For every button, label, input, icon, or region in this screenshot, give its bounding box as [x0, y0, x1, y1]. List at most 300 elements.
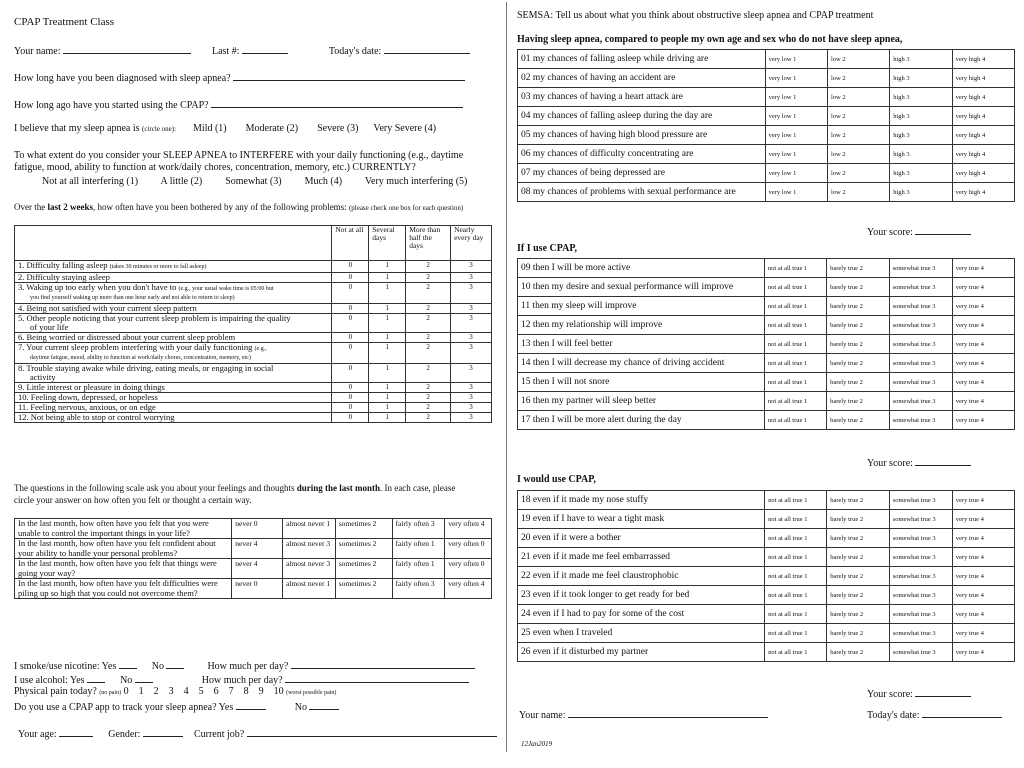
- section3-option[interactable]: somewhat true 3: [889, 567, 952, 586]
- phq-row: [15, 314, 492, 333]
- phq-table: [14, 225, 492, 423]
- phq-header-several: Several days: [369, 226, 406, 261]
- phq-row: [15, 403, 492, 413]
- pss-option[interactable]: almost never 1: [282, 579, 335, 599]
- phq-score-cell[interactable]: 2: [406, 403, 451, 413]
- smoke-yes-field[interactable]: [119, 658, 137, 669]
- started-question: How long ago have you started using the CPAP?: [14, 100, 209, 111]
- section1-item: 05 my chances of having high blood pressure are: [518, 126, 766, 145]
- section1-option[interactable]: high 3: [890, 50, 952, 69]
- phq-score-cell[interactable]: 3: [451, 364, 492, 383]
- phq-score-cell[interactable]: 1: [369, 403, 406, 413]
- alcohol-row: [14, 672, 469, 686]
- last-label: Last #:: [211, 46, 240, 57]
- section2-item: 15 then I will not snore: [518, 373, 765, 392]
- section3-option[interactable]: barely true 2: [827, 510, 889, 529]
- section3-item: 19 even if I have to wear a tight mask: [518, 510, 765, 529]
- section3-item: 24 even if I had to pay for some of the cost: [518, 605, 765, 624]
- phq-score-cell[interactable]: 2: [406, 383, 451, 393]
- section2-option[interactable]: very true 4: [952, 392, 1014, 411]
- section1-option[interactable]: very high 4: [952, 88, 1014, 107]
- smoke-no-label: No: [151, 661, 164, 672]
- interfere-opt-4[interactable]: Much (4): [304, 176, 343, 187]
- section2-option[interactable]: barely true 2: [827, 316, 890, 335]
- section2-option[interactable]: barely true 2: [827, 335, 890, 354]
- severity-severe[interactable]: Severe (3): [317, 123, 359, 134]
- section3-option[interactable]: somewhat true 3: [889, 586, 952, 605]
- section1-option[interactable]: very high 4: [952, 145, 1014, 164]
- section2-item: 10 then my desire and sexual performance will improve: [518, 278, 765, 297]
- phq-score-cell[interactable]: 2: [406, 413, 451, 423]
- section2-option[interactable]: somewhat true 3: [889, 411, 952, 430]
- pss-question: In the last month, how often have you felt that you were unable to control the important things in your life?: [15, 519, 232, 539]
- phq-score-cell[interactable]: 2: [406, 304, 451, 314]
- pss-option[interactable]: sometimes 2: [335, 539, 392, 559]
- section2-row: [518, 316, 1015, 335]
- pss-option[interactable]: sometimes 2: [335, 579, 392, 599]
- section2-option[interactable]: barely true 2: [827, 259, 890, 278]
- section2-option[interactable]: barely true 2: [827, 297, 890, 316]
- section1-row: [518, 164, 1015, 183]
- pss-option[interactable]: sometimes 2: [335, 559, 392, 579]
- phq-score-cell[interactable]: 3: [451, 403, 492, 413]
- section3-option[interactable]: not at all true 1: [765, 624, 827, 643]
- pss-intro-2: circle your answer on how often you felt or thought a certain way.: [14, 495, 252, 505]
- section3-option[interactable]: very true 4: [952, 529, 1014, 548]
- phq-score-cell[interactable]: 2: [406, 314, 451, 333]
- section3-option[interactable]: somewhat true 3: [889, 624, 952, 643]
- section3-option[interactable]: not at all true 1: [765, 586, 827, 605]
- smoke-how-much-label: How much per day?: [207, 661, 289, 672]
- section3-row: [518, 510, 1015, 529]
- section3-option[interactable]: somewhat true 3: [889, 491, 952, 510]
- section3-option[interactable]: very true 4: [952, 491, 1014, 510]
- section1-title: Having sleep apnea, compared to people my own age and sex who do not have sleep apnea,: [517, 34, 903, 45]
- section2-score-label: Your score:: [867, 458, 913, 469]
- app-no-label: No: [294, 702, 307, 713]
- section3-option[interactable]: barely true 2: [827, 605, 889, 624]
- alcohol-how-much-field[interactable]: [285, 672, 469, 683]
- section3-option[interactable]: somewhat true 3: [889, 529, 952, 548]
- phq-score-cell[interactable]: 2: [406, 364, 451, 383]
- section3-option[interactable]: barely true 2: [827, 624, 889, 643]
- section1-option[interactable]: very low 1: [765, 50, 827, 69]
- section2-option[interactable]: barely true 2: [827, 373, 890, 392]
- section2-option[interactable]: not at all true 1: [764, 411, 826, 430]
- section1-option[interactable]: high 3: [890, 88, 952, 107]
- phq-score-cell[interactable]: 0: [332, 383, 369, 393]
- section2-option[interactable]: very true 4: [952, 411, 1014, 430]
- section1-row: [518, 183, 1015, 202]
- section3-option[interactable]: somewhat true 3: [889, 605, 952, 624]
- section3-option[interactable]: very true 4: [952, 605, 1014, 624]
- section3-option[interactable]: not at all true 1: [765, 510, 827, 529]
- phq-score-cell[interactable]: 1: [369, 304, 406, 314]
- section3-option[interactable]: not at all true 1: [765, 548, 827, 567]
- section2-option[interactable]: very true 4: [952, 278, 1014, 297]
- phq-question-text: 8. Trouble staying awake while driving, eating meals, or engaging in social: [18, 363, 274, 373]
- section1-option[interactable]: high 3: [890, 107, 952, 126]
- section2-row: [518, 278, 1015, 297]
- section2-option[interactable]: very true 4: [952, 259, 1014, 278]
- phq-question: [15, 364, 332, 383]
- phq-row: [15, 364, 492, 383]
- pss-option[interactable]: never 4: [232, 559, 283, 579]
- phq-question: [15, 393, 332, 403]
- section2-option[interactable]: not at all true 1: [764, 335, 826, 354]
- phq-score-cell[interactable]: 2: [406, 261, 451, 273]
- section1-option[interactable]: very low 1: [765, 145, 827, 164]
- pain-worst-label: (worst possible pain): [286, 690, 337, 696]
- phq-row: [15, 273, 492, 283]
- section3-option[interactable]: not at all true 1: [765, 567, 827, 586]
- phq-score-cell[interactable]: 0: [332, 393, 369, 403]
- pss-table: [14, 518, 492, 599]
- phq-score-cell[interactable]: 1: [369, 273, 406, 283]
- section2-option[interactable]: barely true 2: [827, 411, 890, 430]
- section2-option[interactable]: very true 4: [952, 316, 1014, 335]
- phq-question: [15, 413, 332, 423]
- phq-score-cell[interactable]: 0: [332, 333, 369, 343]
- age-label: Your age:: [18, 729, 57, 740]
- phq-score-cell[interactable]: 2: [406, 343, 451, 364]
- section2-option[interactable]: very true 4: [952, 373, 1014, 392]
- pss-option[interactable]: fairly often 1: [392, 539, 445, 559]
- section2-item: 16 then my partner will sleep better: [518, 392, 765, 411]
- section3-item: 21 even if it made me feel embarrassed: [518, 548, 765, 567]
- section3-option[interactable]: very true 4: [952, 548, 1014, 567]
- diagnosed-field[interactable]: [233, 70, 465, 81]
- phq-score-cell[interactable]: 1: [369, 283, 406, 304]
- section1-option[interactable]: high 3: [890, 183, 952, 202]
- phq-question: [15, 314, 332, 333]
- section1-option[interactable]: low 2: [827, 107, 889, 126]
- pss-option[interactable]: sometimes 2: [335, 519, 392, 539]
- section1-option[interactable]: very high 4: [952, 107, 1014, 126]
- section2-row: [518, 373, 1015, 392]
- phq-score-cell[interactable]: 3: [451, 283, 492, 304]
- section3-option[interactable]: barely true 2: [827, 567, 889, 586]
- pss-option[interactable]: fairly often 1: [392, 559, 445, 579]
- phq-question-text: 2. Difficulty staying asleep: [18, 272, 110, 282]
- phq-question-text: 4. Being not satisfied with your current sleep pattern: [18, 303, 197, 313]
- section2-option[interactable]: not at all true 1: [764, 373, 826, 392]
- phq-score-cell[interactable]: 2: [406, 333, 451, 343]
- age-field[interactable]: [59, 726, 93, 737]
- phq-question-text: 11. Feeling nervous, anxious, or on edge: [18, 402, 156, 412]
- smoke-row: [14, 658, 475, 672]
- alcohol-label: I use alcohol: Yes: [14, 675, 85, 686]
- section1-option[interactable]: very high 4: [952, 69, 1014, 88]
- section2-option[interactable]: not at all true 1: [764, 316, 826, 335]
- pss-option[interactable]: never 0: [232, 579, 283, 599]
- phq-score-cell[interactable]: 1: [369, 261, 406, 273]
- phq-score-cell[interactable]: 1: [369, 364, 406, 383]
- section3-option[interactable]: somewhat true 3: [889, 548, 952, 567]
- demographics-row: [18, 726, 497, 740]
- phq-question-cont: activity: [30, 372, 56, 382]
- section3-option[interactable]: very true 4: [952, 643, 1014, 662]
- phq-score-cell[interactable]: 3: [451, 393, 492, 403]
- section2-option[interactable]: somewhat true 3: [889, 392, 952, 411]
- phq-score-cell[interactable]: 0: [332, 273, 369, 283]
- section2-option[interactable]: somewhat true 3: [889, 297, 952, 316]
- phq-score-cell[interactable]: 3: [451, 273, 492, 283]
- pss-row: [15, 519, 492, 539]
- phq-score-cell[interactable]: 1: [369, 343, 406, 364]
- phq-score-cell[interactable]: 3: [451, 343, 492, 364]
- phq-score-cell[interactable]: 0: [332, 314, 369, 333]
- section3-option[interactable]: not at all true 1: [765, 529, 827, 548]
- section1-option[interactable]: very high 4: [952, 164, 1014, 183]
- gender-field[interactable]: [143, 726, 183, 737]
- app-no-field[interactable]: [309, 699, 339, 710]
- section3-item: 26 even if it disturbed my partner: [518, 643, 765, 662]
- section1-option[interactable]: low 2: [827, 145, 889, 164]
- app-label: Do you use a CPAP app to track your sleep apnea? Yes: [14, 702, 234, 713]
- pain-scale[interactable]: 0 1 2 3 4 5 6 7 8 9 10: [123, 686, 284, 697]
- severity-row: [14, 123, 436, 134]
- section2-row: [518, 335, 1015, 354]
- pss-option[interactable]: almost never 3: [282, 539, 335, 559]
- job-label: Current job?: [193, 729, 245, 740]
- interfere-opt-3[interactable]: Somewhat (3): [225, 176, 282, 187]
- pss-option[interactable]: very often 0: [445, 559, 492, 579]
- severity-very-severe[interactable]: Very Severe (4): [373, 123, 437, 134]
- alcohol-no-field[interactable]: [135, 672, 153, 683]
- interfere-opt-2[interactable]: A little (2): [160, 176, 203, 187]
- interfere-opt-5[interactable]: Very much interfering (5): [364, 176, 468, 187]
- section1-option[interactable]: very low 1: [765, 107, 827, 126]
- phq-score-cell[interactable]: 3: [451, 413, 492, 423]
- section3-option[interactable]: very true 4: [952, 567, 1014, 586]
- phq-score-cell[interactable]: 0: [332, 343, 369, 364]
- section3-option[interactable]: somewhat true 3: [889, 510, 952, 529]
- section3-option[interactable]: barely true 2: [827, 529, 889, 548]
- section1-option[interactable]: high 3: [890, 69, 952, 88]
- phq-row: [15, 283, 492, 304]
- section1-option[interactable]: very high 4: [952, 126, 1014, 145]
- section3-score-field[interactable]: [915, 686, 971, 697]
- phq-header-not-at-all: Not at all: [332, 226, 369, 261]
- started-field[interactable]: [211, 97, 463, 108]
- phq-score-cell[interactable]: 1: [369, 393, 406, 403]
- right-date-field[interactable]: [922, 707, 1002, 718]
- section3-option[interactable]: very true 4: [952, 586, 1014, 605]
- name-label: Your name:: [14, 46, 61, 57]
- pss-option[interactable]: fairly often 3: [392, 519, 445, 539]
- section2-option[interactable]: very true 4: [952, 354, 1014, 373]
- date-label: Today's date:: [328, 46, 382, 57]
- section2-option[interactable]: barely true 2: [827, 278, 890, 297]
- section1-option[interactable]: low 2: [827, 126, 889, 145]
- section3-option[interactable]: somewhat true 3: [889, 643, 952, 662]
- section1-option[interactable]: very low 1: [765, 69, 827, 88]
- section1-option[interactable]: very low 1: [765, 88, 827, 107]
- phq-score-cell[interactable]: 0: [332, 413, 369, 423]
- pss-option[interactable]: never 4: [232, 539, 283, 559]
- phq-score-cell[interactable]: 3: [451, 261, 492, 273]
- job-field[interactable]: [247, 726, 497, 737]
- section2-table: [517, 258, 1015, 430]
- smoke-how-much-field[interactable]: [291, 658, 475, 669]
- section3-option[interactable]: barely true 2: [827, 643, 889, 662]
- section2-score: [867, 455, 971, 469]
- section1-option[interactable]: very low 1: [765, 164, 827, 183]
- section1-option[interactable]: low 2: [827, 183, 889, 202]
- interfere-options: [42, 176, 467, 187]
- section3-option[interactable]: very true 4: [952, 510, 1014, 529]
- severity-moderate[interactable]: Moderate (2): [245, 123, 299, 134]
- section2-option[interactable]: barely true 2: [827, 354, 890, 373]
- section2-option[interactable]: somewhat true 3: [889, 373, 952, 392]
- pss-option[interactable]: very often 4: [445, 519, 492, 539]
- section3-option[interactable]: barely true 2: [827, 586, 889, 605]
- section2-option[interactable]: somewhat true 3: [889, 335, 952, 354]
- section2-option[interactable]: barely true 2: [827, 392, 890, 411]
- phq-question: [15, 261, 332, 273]
- interfere-opt-1[interactable]: Not at all interfering (1): [42, 176, 139, 187]
- name-field[interactable]: [63, 43, 191, 54]
- section1-score: [867, 224, 971, 238]
- phq-question-cont: of your life: [30, 322, 69, 332]
- phq-row: [15, 304, 492, 314]
- phq-score-cell[interactable]: 1: [369, 413, 406, 423]
- app-yes-field[interactable]: [236, 699, 266, 710]
- section2-item: 09 then I will be more active: [518, 259, 765, 278]
- pss-option[interactable]: fairly often 3: [392, 579, 445, 599]
- section1-item: 04 my chances of falling asleep during the day are: [518, 107, 766, 126]
- date-field[interactable]: [384, 43, 470, 54]
- section1-option[interactable]: low 2: [827, 69, 889, 88]
- section2-item: 11 then my sleep will improve: [518, 297, 765, 316]
- severity-intro: I believe that my sleep apnea is: [14, 123, 140, 134]
- phq-question-note: (e.g., your usual wake time is 05:00 but: [178, 286, 274, 292]
- phq-score-cell[interactable]: 3: [451, 314, 492, 333]
- phq-score-cell[interactable]: 0: [332, 364, 369, 383]
- section2-option[interactable]: not at all true 1: [764, 259, 826, 278]
- phq-score-cell[interactable]: 3: [451, 383, 492, 393]
- section2-option[interactable]: not at all true 1: [764, 297, 826, 316]
- pss-option[interactable]: almost never 3: [282, 559, 335, 579]
- alcohol-no-label: No: [120, 675, 133, 686]
- section2-row: [518, 392, 1015, 411]
- smoke-no-field[interactable]: [166, 658, 184, 669]
- interfere-question-1: To what extent do you consider your SLEEP APNEA to INTERFERE with your daily functioning (e.g., daytime: [14, 150, 464, 161]
- section2-option[interactable]: somewhat true 3: [889, 354, 952, 373]
- section2-option[interactable]: somewhat true 3: [889, 259, 952, 278]
- semsa-title: SEMSA: Tell us about what you think about obstructive sleep apnea and CPAP treatment: [517, 10, 874, 21]
- section2-option[interactable]: somewhat true 3: [889, 278, 952, 297]
- phq-score-cell[interactable]: 1: [369, 383, 406, 393]
- section1-option[interactable]: very low 1: [765, 183, 827, 202]
- phq-score-cell[interactable]: 3: [451, 304, 492, 314]
- section3-option[interactable]: barely true 2: [827, 548, 889, 567]
- section3-item: 20 even if it were a bother: [518, 529, 765, 548]
- pss-intro-text-2: . In each case, please: [379, 483, 456, 493]
- section3-option[interactable]: not at all true 1: [765, 643, 827, 662]
- phq-score-cell[interactable]: 3: [451, 333, 492, 343]
- section2-option[interactable]: not at all true 1: [764, 354, 826, 373]
- pss-row: [15, 559, 492, 579]
- phq-intro: [14, 202, 463, 212]
- phq-score-cell[interactable]: 2: [406, 273, 451, 283]
- section1-option[interactable]: high 3: [890, 126, 952, 145]
- section1-option[interactable]: very high 4: [952, 50, 1014, 69]
- section1-option[interactable]: low 2: [827, 88, 889, 107]
- section3-option[interactable]: not at all true 1: [765, 605, 827, 624]
- pss-option[interactable]: never 0: [232, 519, 283, 539]
- phq-header-blank: [15, 226, 332, 261]
- section3-option[interactable]: not at all true 1: [765, 491, 827, 510]
- phq-row: [15, 333, 492, 343]
- section2-option[interactable]: not at all true 1: [764, 278, 826, 297]
- section3-title: I would use CPAP,: [517, 474, 596, 485]
- phq-question-note: (takes 30 minutes or more to fall asleep): [109, 264, 207, 270]
- last-field[interactable]: [242, 43, 288, 54]
- started-row: [14, 97, 463, 111]
- section3-row: [518, 491, 1015, 510]
- section2-option[interactable]: not at all true 1: [764, 392, 826, 411]
- phq-score-cell[interactable]: 0: [332, 304, 369, 314]
- pss-option[interactable]: very often 4: [445, 579, 492, 599]
- phq-score-cell[interactable]: 2: [406, 283, 451, 304]
- pss-row: [15, 579, 492, 599]
- section1-row: [518, 50, 1015, 69]
- pss-intro-1: [14, 483, 455, 493]
- section2-option[interactable]: very true 4: [952, 335, 1014, 354]
- phq-score-cell[interactable]: 1: [369, 333, 406, 343]
- phq-score-cell[interactable]: 0: [332, 283, 369, 304]
- section2-item: 14 then I will decrease my chance of driving accident: [518, 354, 765, 373]
- section3-option[interactable]: barely true 2: [827, 491, 889, 510]
- section3-option[interactable]: very true 4: [952, 624, 1014, 643]
- alcohol-yes-field[interactable]: [87, 672, 105, 683]
- section1-option[interactable]: high 3: [890, 164, 952, 183]
- pss-question: In the last month, how often have you felt that things were going your way?: [15, 559, 232, 579]
- phq-question-cont: you find yourself waking up more than one hour early and not able to return to sleep): [30, 295, 235, 301]
- section2-score-field[interactable]: [915, 455, 971, 466]
- app-row: [14, 699, 339, 713]
- section1-option[interactable]: very low 1: [765, 126, 827, 145]
- pain-row: [14, 686, 336, 697]
- pss-option[interactable]: almost never 1: [282, 519, 335, 539]
- section1-option[interactable]: low 2: [827, 164, 889, 183]
- phq-question: [15, 403, 332, 413]
- section2-row: [518, 259, 1015, 278]
- pain-no-label: (no pain): [99, 690, 122, 696]
- phq-header-more-half: More than half the days: [406, 226, 451, 261]
- phq-score-cell[interactable]: 0: [332, 261, 369, 273]
- section1-option[interactable]: very high 4: [952, 183, 1014, 202]
- diagnosed-row: [14, 70, 465, 84]
- phq-question: [15, 343, 332, 364]
- pss-option[interactable]: very often 0: [445, 539, 492, 559]
- form-title: CPAP Treatment Class: [14, 16, 115, 28]
- section1-option[interactable]: low 2: [827, 50, 889, 69]
- section1-option[interactable]: high 3: [890, 145, 952, 164]
- phq-score-cell[interactable]: 2: [406, 393, 451, 403]
- section2-option[interactable]: somewhat true 3: [889, 316, 952, 335]
- phq-score-cell[interactable]: 1: [369, 314, 406, 333]
- severity-mild[interactable]: Mild (1): [193, 123, 227, 134]
- section1-score-field[interactable]: [915, 224, 971, 235]
- section2-option[interactable]: very true 4: [952, 297, 1014, 316]
- phq-header-nearly-every: Nearly every day: [451, 226, 492, 261]
- interfere-question-2: fatigue, mood, ability to function at work/daily chores, concentration, memory, etc.) CURRENTLY?: [14, 162, 416, 173]
- phq-score-cell[interactable]: 0: [332, 403, 369, 413]
- right-name-field[interactable]: [568, 707, 768, 718]
